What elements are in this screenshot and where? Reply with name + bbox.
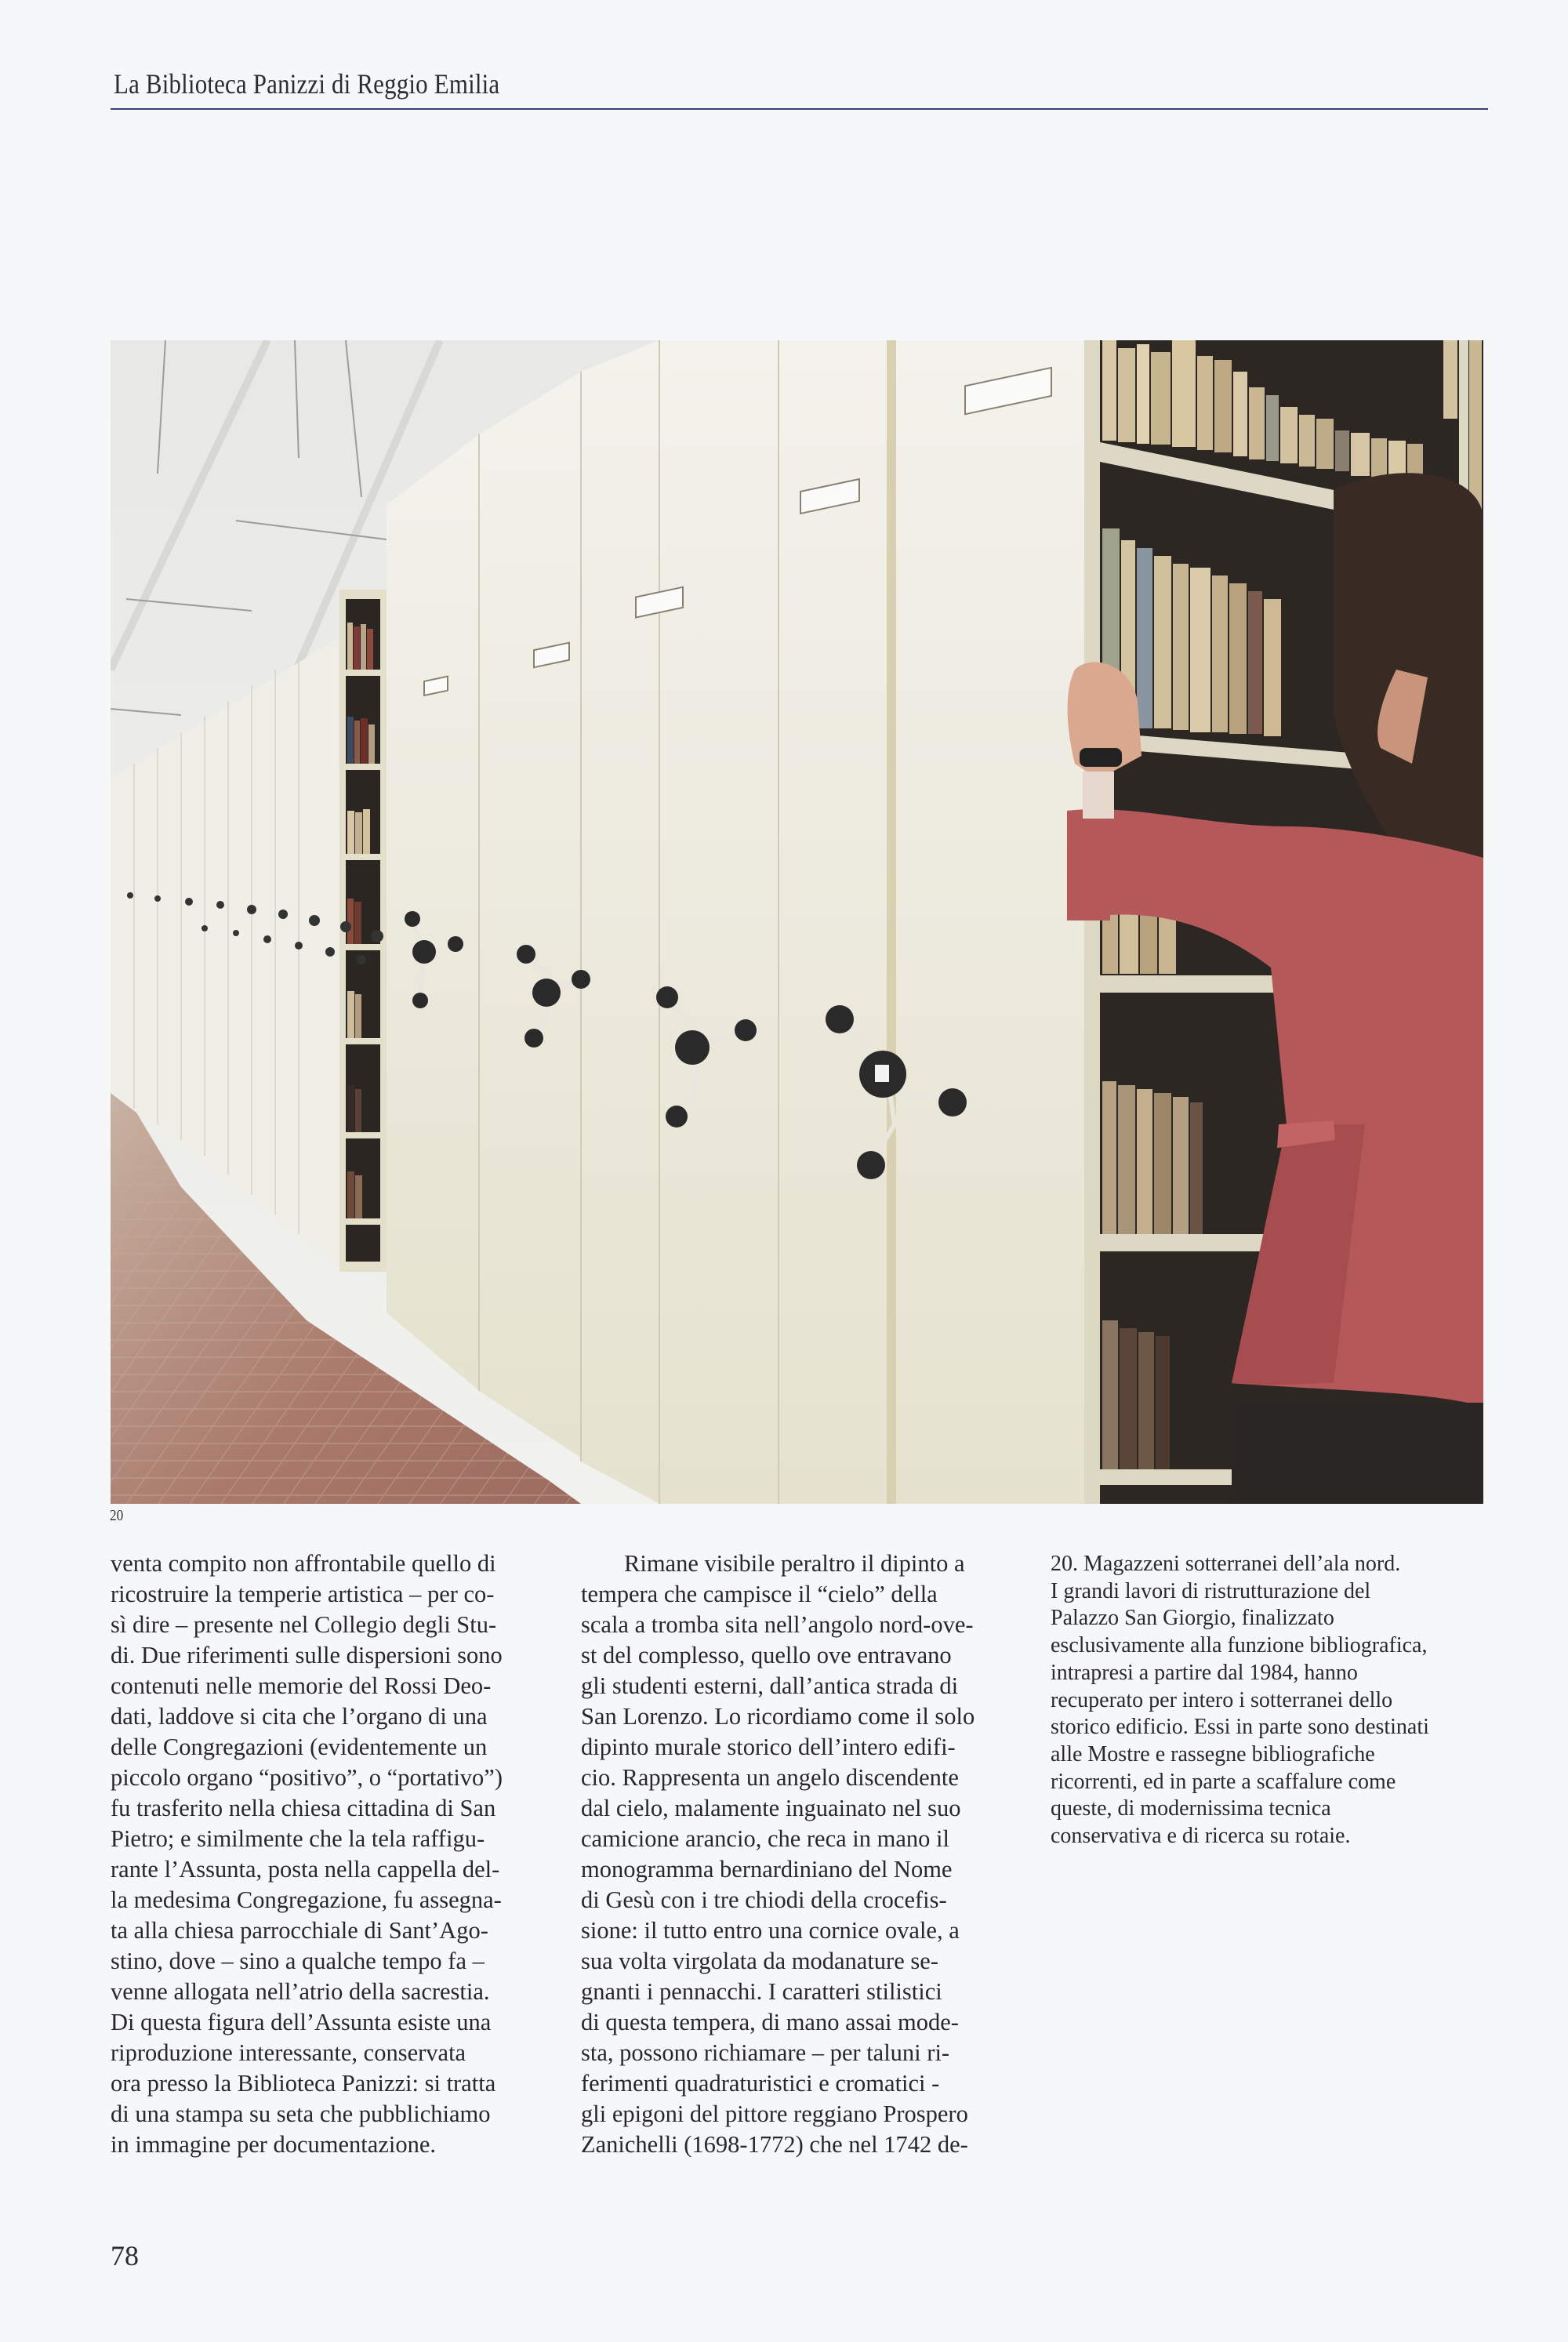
text-line: delle Congregazioni (evidentemente un xyxy=(111,1734,488,1760)
caption-line: alle Mostre e rassegne bibliografiche xyxy=(1051,1741,1375,1766)
text-line: sì dire – presente nel Collegio degli Stu- xyxy=(111,1611,497,1638)
figure-photo-compact-shelving xyxy=(111,340,1483,1504)
figure-caption xyxy=(1051,1551,1490,1850)
text-line: ricostruire la temperie artistica – per co- xyxy=(111,1581,495,1607)
text-line: la medesima Congregazione, fu assegna- xyxy=(111,1886,502,1913)
caption-title: 20. Magazzeni sotterranei dell’ala nord. xyxy=(1051,1552,1401,1576)
text-line: tempera che campisce il “cielo” della xyxy=(581,1581,938,1607)
caption-line: conservativa e di ricerca su rotaie. xyxy=(1051,1824,1351,1849)
text-line: fu trasferito nella chiesa cittadina di San xyxy=(111,1795,496,1821)
text-line: sione: il tutto entro una cornice ovale, a xyxy=(581,1917,960,1944)
text-line: cio. Rappresenta un angelo discendente xyxy=(581,1764,959,1791)
text-line: monogramma bernardiniano del Nome xyxy=(581,1856,953,1883)
caption-line: I grandi lavori di ristrutturazione del xyxy=(1051,1578,1371,1603)
text-line: sua volta virgolata da modanature se- xyxy=(581,1948,938,1974)
page-number: 78 xyxy=(111,2240,139,2271)
caption-line: intrapresi a partire dal 1984, hanno xyxy=(1051,1660,1358,1685)
text-line: stino, dove – sino a qualche tempo fa – xyxy=(111,1948,485,1974)
text-line: di questa tempera, di mano assai mode- xyxy=(581,2009,959,2035)
caption-line: Palazzo San Giorgio, finalizzato xyxy=(1051,1606,1334,1631)
text-line: venta compito non affrontabile quello di xyxy=(111,1550,496,1577)
text-line: Zanichelli (1698-1772) che nel 1742 de- xyxy=(581,2131,968,2158)
text-line: di. Due riferimenti sulle dispersioni sono xyxy=(111,1642,503,1668)
text-line: contenuti nelle memorie del Rossi Deo- xyxy=(111,1672,492,1699)
caption-line: recuperato per intero i sotterranei dello xyxy=(1051,1687,1393,1712)
text-line: ta alla chiesa parrocchiale di Sant’Ago- xyxy=(111,1917,488,1944)
running-title: La Biblioteca Panizzi di Reggio Emilia xyxy=(114,68,500,100)
text-line: scala a tromba sita nell’angolo nord-ove- xyxy=(581,1611,974,1638)
text-line: dati, laddove si cita che l’organo di una xyxy=(111,1703,488,1730)
caption-line: esclusivamente alla funzione bibliografica, xyxy=(1051,1633,1428,1658)
text-line: Di questa figura dell’Assunta esiste una xyxy=(111,2009,492,2035)
text-line: Pietro; e similmente che la tela raffigu- xyxy=(111,1825,485,1852)
text-line: dal cielo, malamente inguainato nel suo xyxy=(581,1795,961,1821)
text-line: rante l’Assunta, posta nella cappella del- xyxy=(111,1856,500,1883)
text-line: di una stampa su seta che pubblichiamo xyxy=(111,2101,491,2127)
text-line: sta, possono richiamare – per taluni ri- xyxy=(581,2039,950,2066)
caption-line: storico edificio. Essi in parte sono destinati xyxy=(1051,1715,1429,1740)
text-line: in immagine per documentazione. xyxy=(111,2131,436,2158)
text-line: st del complesso, quello ove entravano xyxy=(581,1642,952,1668)
text-line: gli epigoni del pittore reggiano Prospero xyxy=(581,2101,968,2127)
text-line: piccolo organo “positivo”, o “portativo”) xyxy=(111,1764,503,1791)
text-line: camicione arancio, che reca in mano il xyxy=(581,1825,949,1852)
body-column-2 xyxy=(581,1549,1024,2160)
caption-line: queste, di modernissima tecnica xyxy=(1051,1796,1331,1821)
text-line: ora presso la Biblioteca Panizzi: si tratta xyxy=(111,2070,496,2097)
text-line: gnanti i pennacchi. I caratteri stilistici xyxy=(581,1978,942,2005)
shelving-photo-illustration xyxy=(111,340,1483,1504)
text-line: venne allogata nell’atrio della sacrestia. xyxy=(111,1978,490,2005)
figure-number: 20 xyxy=(110,1507,124,1524)
caption-line: ricorrenti, ed in parte a scaffalure come xyxy=(1051,1769,1396,1794)
body-column-1 xyxy=(111,1549,554,2160)
text-line: dipinto murale storico dell’intero edifi- xyxy=(581,1734,956,1760)
text-line: San Lorenzo. Lo ricordiamo come il solo xyxy=(581,1703,975,1730)
text-line: di Gesù con i tre chiodi della crocefis- xyxy=(581,1886,947,1913)
header-rule xyxy=(111,108,1488,110)
text-line: ferimenti quadraturistici e cromatici - xyxy=(581,2070,940,2097)
text-line: riproduzione interessante, conservata xyxy=(111,2039,466,2066)
text-line: Rimane visibile peraltro il dipinto a xyxy=(624,1550,965,1577)
text-line: gli studenti esterni, dall’antica strada di xyxy=(581,1672,959,1699)
